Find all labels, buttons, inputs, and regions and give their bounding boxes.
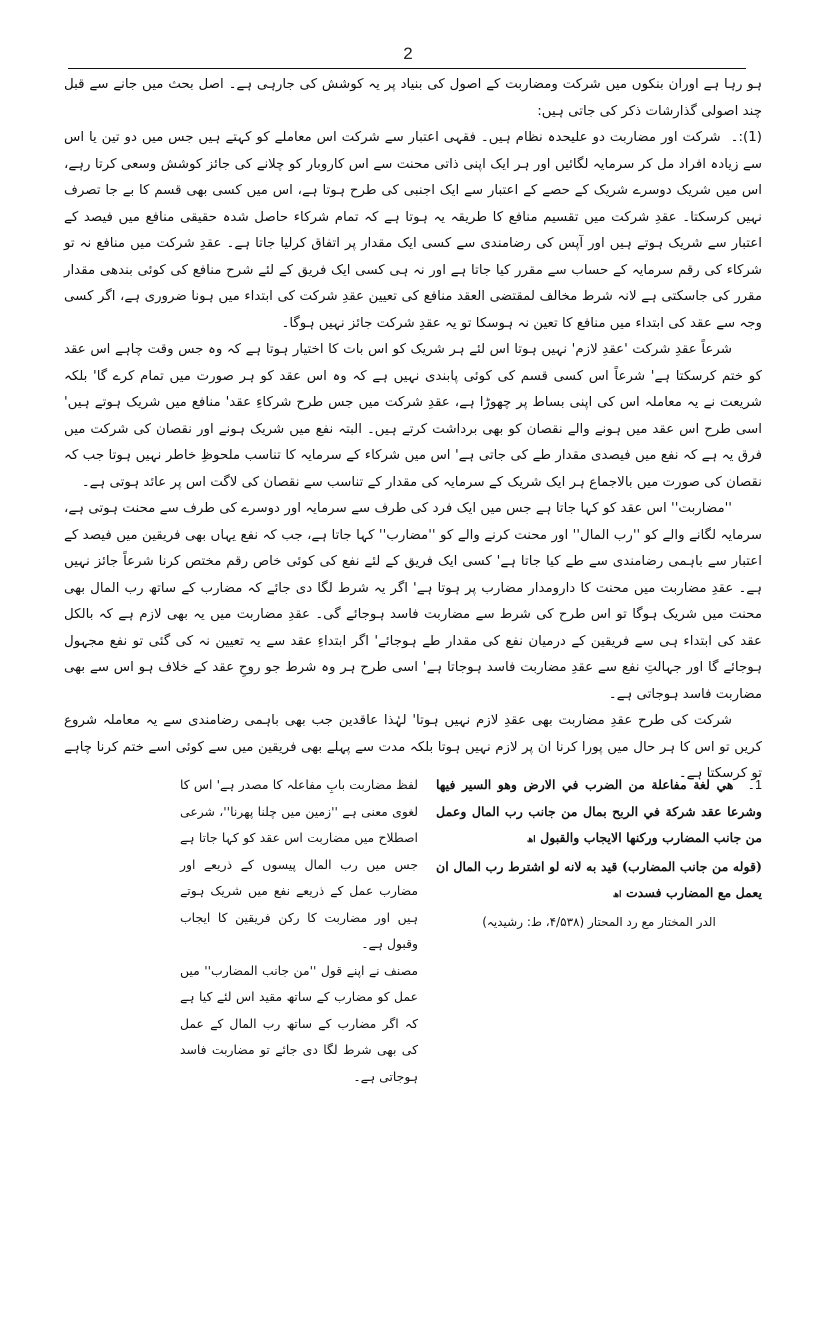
footnotes <box>180 772 762 1090</box>
page-number: 2 <box>403 44 413 63</box>
item-number: (1):۔ <box>730 130 762 145</box>
paragraph-item-1 <box>64 125 762 337</box>
header-rule <box>68 68 746 69</box>
footnote-source: الدر المختار مع رد المحتار (۴/۵۳۸، ط: رشیدیہ) <box>482 914 716 929</box>
paragraph: ہو رہا ہے اوران بنکوں میں شرکت ومضاربت کے اصول کی بنیاد پر یہ کوشش کی جارہی ہے۔ اصل بحث میں جانے سے قبل چند اصولی گذارشات ذکر کی جاتی ہیں: <box>64 77 762 119</box>
footnote-arabic-line <box>436 854 762 909</box>
footnote-arabic-column <box>436 772 762 1090</box>
footnote-urdu-paragraph: مصنف نے اپنے قول ''من جانب المضارب'' میں عمل کو مضارب کے ساتھ مقید اس لئے کیا ہے کہ اگر مضارب کے ساتھ رب المال کے عمل کی بھی شرط لگا دی جائے تو مضاربت فاسد ہوجاتی ہے۔ <box>180 962 418 1084</box>
footnote-arabic-text: (قوله من جانب المضارب) قيد به لانه لو اشترط رب المال ان يعمل مع المضارب فسدت <box>436 858 762 900</box>
paragraph: شرکت کی طرح عقدِ مضاربت بھی عقدِ لازم نہیں ہوتا' لہٰذا عاقدین جب بھی باہمی رضامندی سے یہ معاملہ شروع کریں تو اس کا ہر حال میں پورا کرنا ان پر لازم نہیں ہوتا بلکہ مدت سے پہلے بھی فریقین میں سے کوئی اسے ختم کرنا چاہے تو کرسکتا ہے۔ <box>64 713 762 781</box>
paragraph-text: شرکت اور مضاربت دو علیحدہ نظام ہیں۔ فقہی اعتبار سے شرکت اس معاملے کو کہتے ہیں جس میں دو تین یا اس سے زیادہ افراد مل کر سرمایہ لگائیں اور ہر ایک اپنی ذاتی محنت سے اس کاروبار کو چلانے کی جائز کوشش وسعی کرتا رہے، اس میں شریک دوسرے شریک کے حصے کے اعتبار سے ایک اجنبی کی طرح ہوتا ہے، اس میں کسی بھی قسم کا بے جا تصرف نہیں کرسکتا۔ عقدِ شرکت میں تقسیم منافع کا طریقہ یہ ہوتا ہے کہ تمام شرکاء حاصل شدہ حقیقی منافع میں فیصد کے اعتبار سے شریک ہوتے ہیں اور آپس کی رضامندی سے کسی ایک مقدار پر اتفاق کرلیا جاتا ہے۔ عقدِ شرکت میں منافع نہ تو شرکاء کی رقم سرمایہ کے حساب سے مقرر کیا جاتا ہے اور نہ ہی کسی ایک فریق کے لئے شرح منافع کی کوئی بندھی مقدار مقرر کی جاسکتی ہے لانہ شرط مخالف لمقتضی العقد منافع کی تعیین عقدِ شرکت کی ابتداء میں ہونا ضروری ہے، اگر کسی وجہ سے عقد کی ابتداء میں منافع کا تعین نہ ہوسکا تو یہ عقدِ شرکت جائز نہیں ہوگا۔ <box>64 130 762 331</box>
end-mark: اھ <box>526 835 536 845</box>
footnote-urdu-column <box>180 772 418 1090</box>
footnote-urdu-paragraph: لفظ مضاربت بابِ مفاعلہ کا مصدر ہے' اس کا لغوی معنی ہے ''زمین میں چلنا پھرنا''، شرعی اصطلاح میں مضاربت اس عقد کو کہا جاتا ہے جس میں رب المال پیسوں کے ذریعے اور مضارب عمل کے ذریعے نفع میں شریک ہوتے ہیں اور مضاربت کا رکن فریقین کا ایجاب وقبول ہے۔ <box>180 777 418 951</box>
footnote-arabic-text: هي لغة مفاعلة من الضرب في الارض وهو السير فيها وشرعا عقد شركة في الربح بمال من جانب رب المال وعمل من جانب المضارب وركنها الايجاب والقبول <box>436 777 762 845</box>
footnote-number: 1۔ <box>747 778 762 792</box>
paragraph: شرعاً عقدِ شرکت 'عقدِ لازم' نہیں ہوتا اس لئے ہر شریک کو اس بات کا اختیار ہوتا ہے کہ وہ جس وقت چاہے اس عقد کو ختم کرسکتا ہے' شرعاً اس کسی قسم کی کوئی پابندی نہیں ہے کہ وہ اس عقد کو ہر صورت میں تمام کرے گا' بلکہ شریعت نے یہ معاملہ اس کی اپنی بساط پر چھوڑا ہے، عقدِ شرکت میں جس طرح شرکاءِ عقد' منافع میں شریک ہوتے ہیں' اسی طرح اس عقد میں ہونے والے نقصان کو بھی برداشت کرتے ہیں۔ البتہ نفع میں شریک ہونے اور نقصان کی شرکت میں فرق یہ ہے کہ نفع میں فیصدی مقدار طے کی جاتی ہے' اس میں شرکاء کے سرمایہ کا تناسب ملحوظِ خاطر نہیں ہوتا جب کہ نقصان کی صورت میں بالاجماع ہر ایک شریک کے سرمایہ کی مقدار کے تناسب سے نقصان کی لاگت اس پر عائد ہوتی ہے۔ <box>64 342 762 490</box>
paragraph: ''مضاربت'' اس عقد کو کہا جاتا ہے جس میں ایک فرد کی طرف سے سرمایہ اور دوسرے کی طرف سے محنت ہوتی ہے، سرمایہ لگانے والے کو ''رب المال'' اور محنت کرنے والے کو ''مضارب'' کہا جاتا ہے، جب کہ نفع یہاں بھی فریقین میں فیصد کے اعتبار سے باہمی رضامندی سے طے کیا جاتا ہے' کسی ایک فریق کے لئے نفع کی کوئی خاص رقم مختص کرنا شرعاً جائز نہیں ہے۔ عقدِ مضاربت میں محنت کا دارومدار مضارب پر ہوتا ہے' اگر یہ شرط لگا دی جائے کہ مضارب کے ساتھ رب المال بھی محنت میں شریک ہوگا تو اس طرح کی شرط سے مضاربت فاسد ہوجائے گی۔ عقدِ مضاربت میں یہ بھی لازم ہے کہ بالکل عقد کی ابتداء ہی سے فریقین کے درمیان نفع کی مقدار طے ہوجائے' اگر ابتداءِ عقد سے یہ تعیین نہ کی گئی تو نفع مجہول ہوجائے گا اور جہالتِ نفع سے عقدِ مضاربت فاسد ہوجاتا ہے' اسی طرح ہر وہ شرط جو روحِ عقد کے خلاف ہو اس سے بھی مضاربت فاسد ہوجاتی ہے۔ <box>64 501 762 702</box>
end-mark: اھ <box>612 890 622 900</box>
main-text <box>64 72 762 788</box>
footnote-arabic-line <box>436 772 762 854</box>
